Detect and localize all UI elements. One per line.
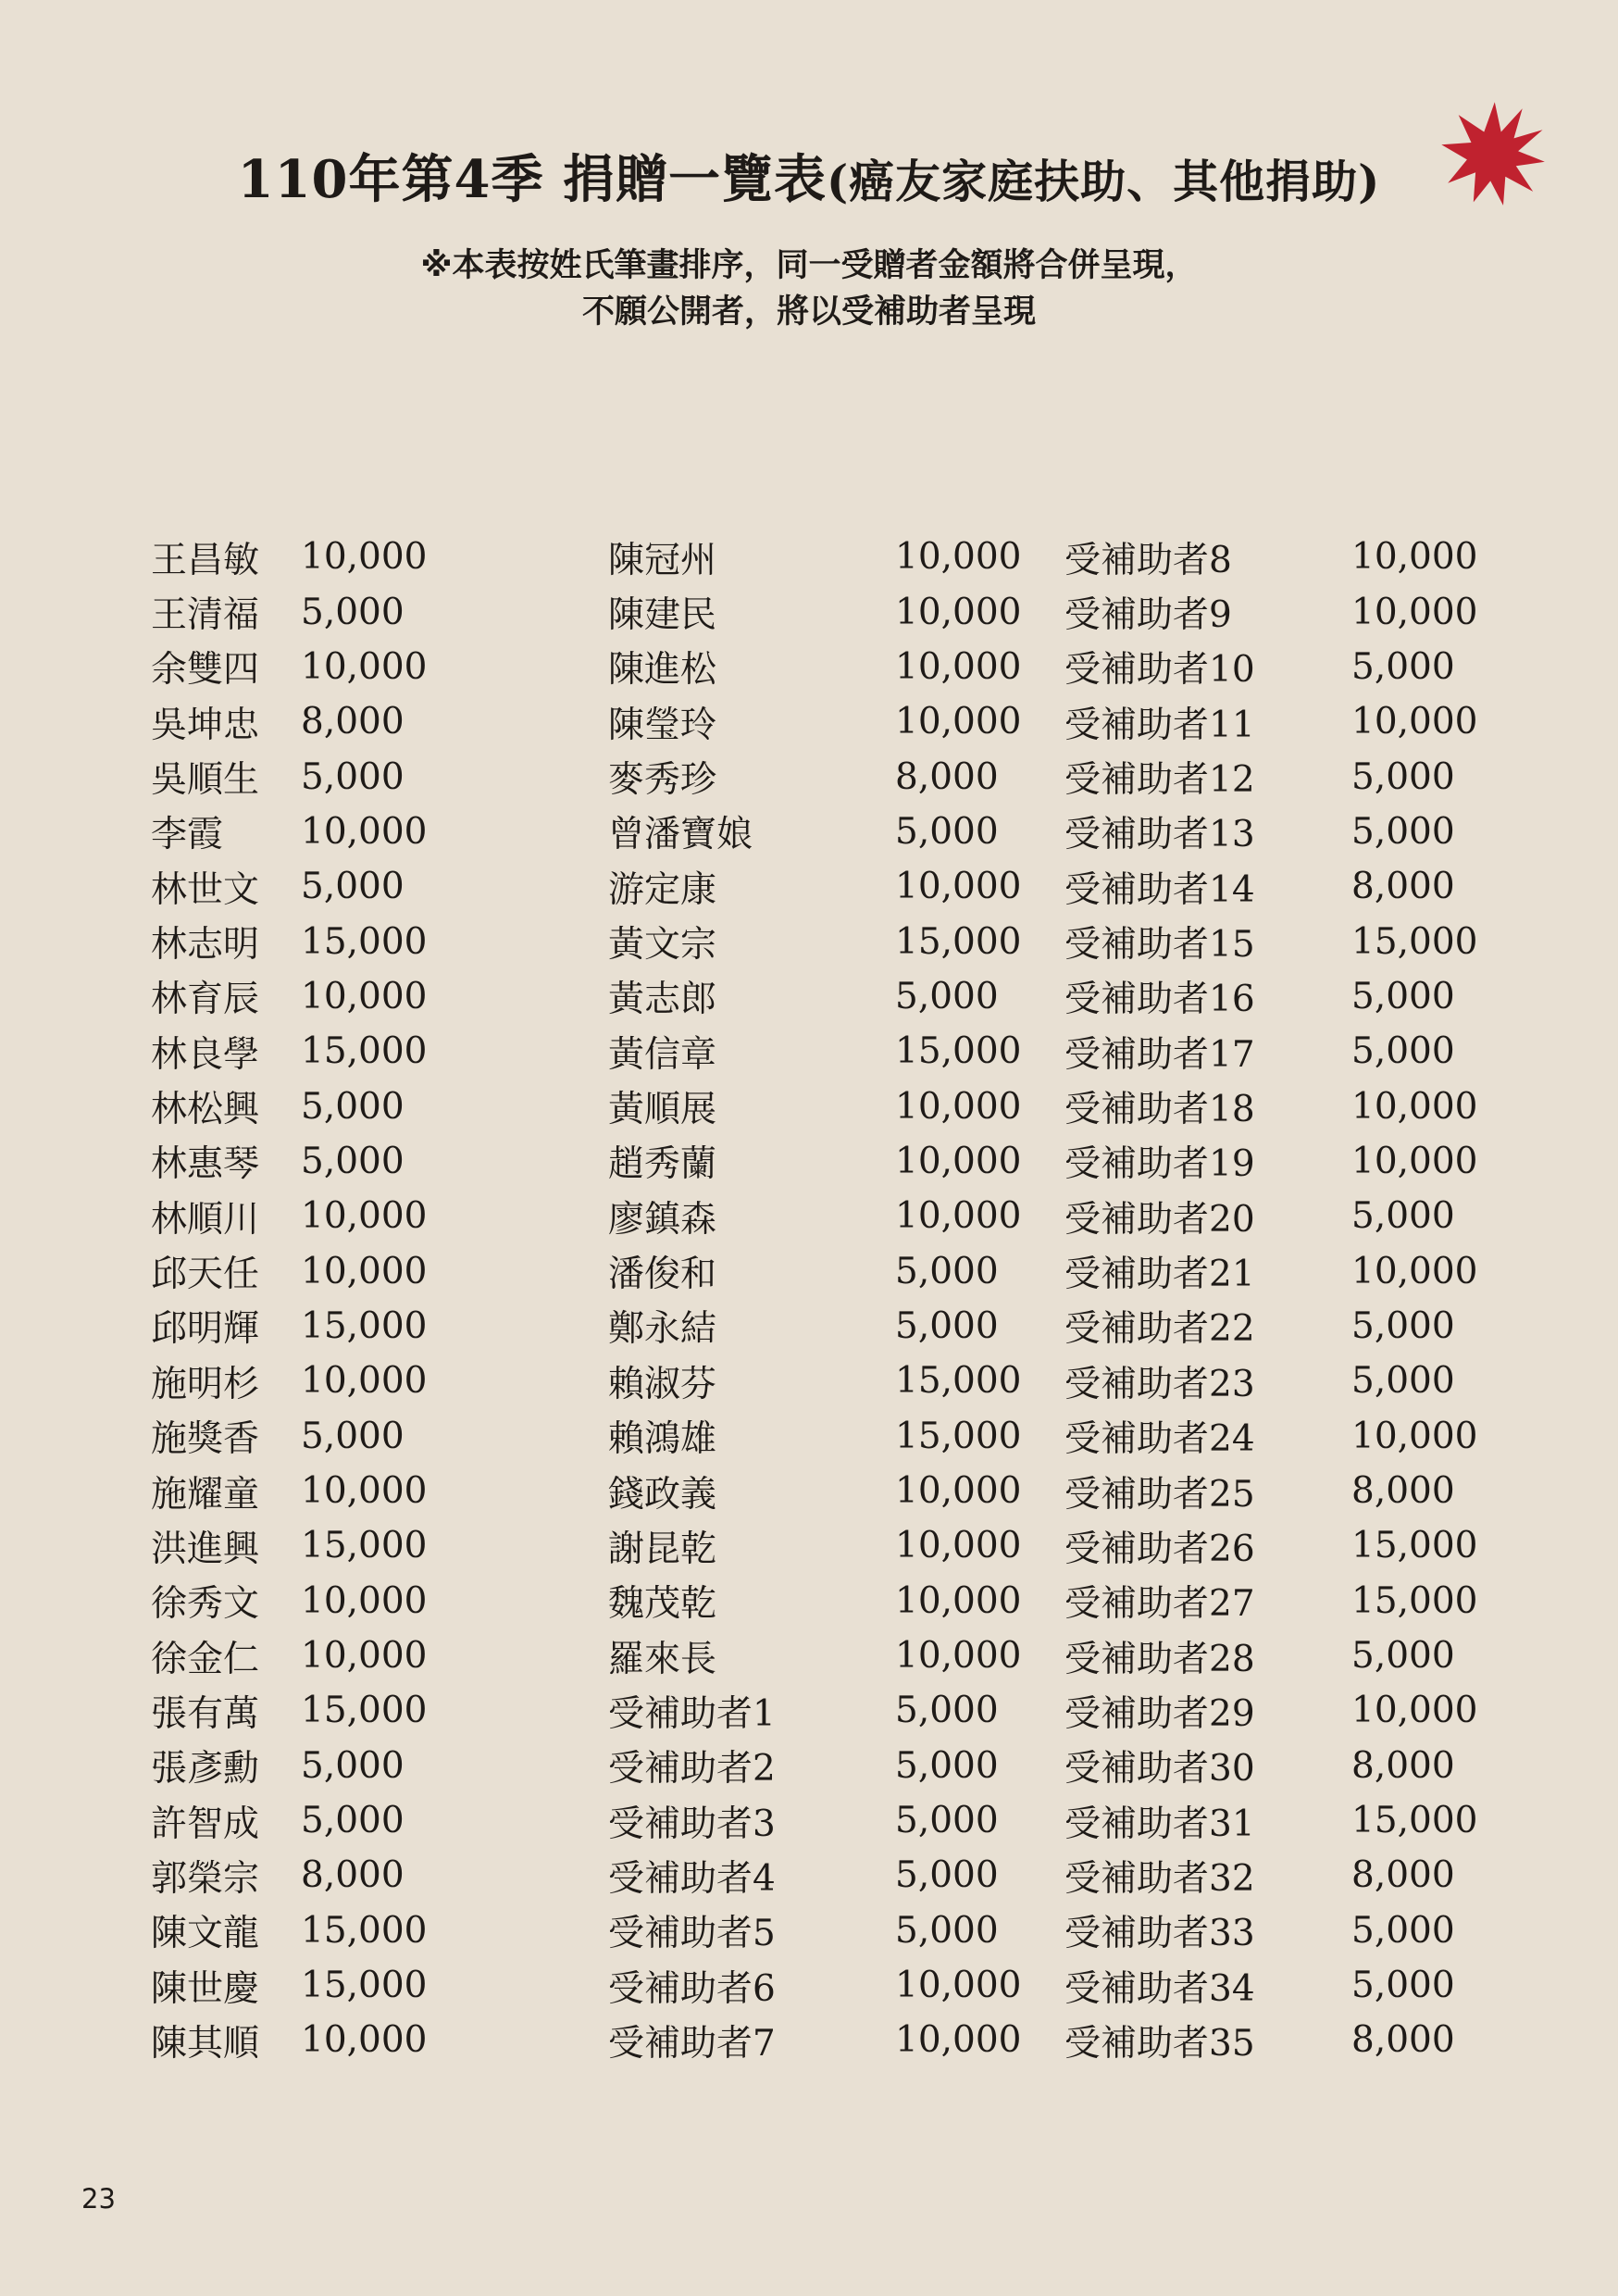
- donation-amount: 5,000: [1351, 755, 1455, 798]
- donation-amount: 15,000: [301, 1525, 428, 1567]
- donor-name: 受補助者3: [608, 1803, 776, 1845]
- donor-name: 邱天任: [151, 1254, 260, 1296]
- donor-row: [608, 1903, 1021, 1958]
- donation-amount: 5,000: [1351, 1030, 1455, 1073]
- donor-row: [608, 1793, 1021, 1848]
- donor-name: 王昌敏: [151, 539, 260, 581]
- donation-amount: 10,000: [301, 1250, 428, 1292]
- donor-name: 受補助者29: [1064, 1692, 1255, 1735]
- donation-amount: 10,000: [1351, 1140, 1478, 1182]
- donor-name: 施耀童: [151, 1473, 260, 1516]
- donor-row: [151, 530, 427, 584]
- donation-amount: 15,000: [895, 1415, 1022, 1457]
- donor-name: 受補助者18: [1064, 1089, 1255, 1131]
- donor-name: 羅來長: [608, 1638, 717, 1680]
- donation-amount: 5,000: [301, 1800, 404, 1842]
- donation-amount: 8,000: [895, 755, 999, 798]
- donation-amount: 10,000: [301, 1579, 428, 1622]
- donor-row: [1064, 1848, 1477, 1903]
- donation-amount: 5,000: [301, 1415, 404, 1457]
- donation-amount: 5,000: [895, 1744, 999, 1787]
- donation-amount: 10,000: [895, 536, 1022, 579]
- donor-name: 受補助者20: [1064, 1198, 1255, 1241]
- donor-row: [151, 640, 427, 694]
- donor-row: [151, 1958, 427, 2013]
- donor-row: [1064, 1024, 1477, 1079]
- donor-name: 賴鴻雄: [608, 1418, 717, 1461]
- donation-amount: 10,000: [895, 1085, 1022, 1128]
- title-subtitle: (癌友家庭扶助、其他捐助): [826, 155, 1381, 208]
- donation-amount: 15,000: [301, 1030, 428, 1073]
- donor-name: 受補助者14: [1064, 868, 1255, 911]
- donor-name: 賴淑芬: [608, 1363, 717, 1405]
- donor-name: 林順川: [151, 1198, 260, 1241]
- donor-name: 陳世慶: [151, 1967, 260, 2010]
- donor-name: 受補助者13: [1064, 814, 1255, 856]
- donation-amount: 5,000: [301, 591, 404, 633]
- donor-row: [151, 859, 427, 914]
- donor-row: [608, 1024, 1021, 1079]
- donor-row: [1064, 1958, 1477, 2013]
- donation-amount: 15,000: [1351, 1525, 1478, 1567]
- donor-name: 受補助者6: [608, 1967, 776, 2010]
- donor-row: [1064, 1793, 1477, 1848]
- donor-column-2: [608, 530, 1021, 2068]
- star-shape: [1441, 102, 1545, 206]
- donor-row: [1064, 1739, 1477, 1793]
- donation-amount: 15,000: [1351, 1579, 1478, 1622]
- red-star-icon: [1439, 100, 1546, 206]
- donor-row: [608, 1848, 1021, 1903]
- donor-name: 受補助者21: [1064, 1254, 1255, 1296]
- donor-name: 受補助者17: [1064, 1033, 1255, 1076]
- donor-row: [151, 1683, 427, 1738]
- donor-name: 施獎香: [151, 1418, 260, 1461]
- donor-name: 鄭永結: [608, 1308, 717, 1351]
- donation-amount: 10,000: [1351, 1085, 1478, 1128]
- donation-amount: 10,000: [1351, 591, 1478, 633]
- donor-name: 陳文龍: [151, 1913, 260, 1955]
- donor-row: [151, 1903, 427, 1958]
- donor-row: [1064, 1574, 1477, 1628]
- donor-name: 陳進松: [608, 649, 717, 692]
- donation-amount: 5,000: [1351, 810, 1455, 853]
- donor-row: [1064, 749, 1477, 804]
- donation-amount: 5,000: [1351, 1360, 1455, 1403]
- donor-row: [608, 1409, 1021, 1464]
- donor-name: 受補助者25: [1064, 1473, 1255, 1516]
- donor-name: 黃順展: [608, 1089, 717, 1131]
- note-line-1: ※本表按姓氏筆畫排序，同一受贈者金額將合併呈現，: [420, 247, 1198, 284]
- donation-amount: 10,000: [1351, 701, 1478, 743]
- donor-row: [1064, 1243, 1477, 1298]
- donation-amount: 5,000: [895, 1690, 999, 1732]
- donor-name: 廖鎮森: [608, 1198, 717, 1241]
- donor-name: 受補助者9: [1064, 594, 1232, 637]
- donor-name: 張有萬: [151, 1692, 260, 1735]
- donation-amount: 10,000: [301, 810, 428, 853]
- donation-amount: 8,000: [1351, 1744, 1455, 1787]
- donation-amount: 8,000: [1351, 2019, 1455, 2062]
- donor-name: 洪進興: [151, 1528, 260, 1570]
- donation-amount: 5,000: [895, 1250, 999, 1292]
- donor-name: 受補助者30: [1064, 1748, 1255, 1791]
- donor-name: 受補助者7: [608, 2022, 776, 2065]
- donor-row: [151, 2013, 427, 2067]
- donor-row: [608, 1628, 1021, 1683]
- donor-name: 曾潘寶娘: [608, 814, 753, 856]
- donation-amount: 5,000: [1351, 975, 1455, 1017]
- donor-name: 受補助者8: [1064, 539, 1232, 581]
- donation-amount: 5,000: [301, 1085, 404, 1128]
- donation-amount: 10,000: [895, 1635, 1022, 1678]
- page-number: 23: [81, 2183, 116, 2215]
- donor-row: [151, 1848, 427, 1903]
- donation-amount: 8,000: [1351, 1470, 1455, 1513]
- donation-amount: 15,000: [301, 1690, 428, 1732]
- donation-amount: 5,000: [1351, 1965, 1455, 2007]
- donation-amount: 10,000: [895, 1525, 1022, 1567]
- donor-name: 吳坤忠: [151, 704, 260, 746]
- donation-amount: 8,000: [301, 1854, 404, 1897]
- donor-name: 李霞: [151, 814, 224, 856]
- donation-amount: 10,000: [301, 1195, 428, 1238]
- donor-row: [608, 1243, 1021, 1298]
- donor-row: [608, 1354, 1021, 1408]
- donor-row: [608, 1079, 1021, 1133]
- donor-row: [608, 2013, 1021, 2067]
- donation-amount: 5,000: [301, 755, 404, 798]
- donor-name: 徐金仁: [151, 1638, 260, 1680]
- donation-amount: 5,000: [1351, 645, 1455, 688]
- title-main: 110年第4季 捐贈一覽表: [237, 149, 827, 210]
- donor-row: [1064, 859, 1477, 914]
- donor-name: 黃文宗: [608, 924, 717, 967]
- donation-amount: 15,000: [895, 1030, 1022, 1073]
- donor-name: 林育辰: [151, 979, 260, 1021]
- donor-name: 受補助者34: [1064, 1967, 1255, 2010]
- donor-name: 許智成: [151, 1803, 260, 1845]
- donation-amount: 15,000: [895, 920, 1022, 963]
- donor-name: 林志明: [151, 924, 260, 967]
- donor-row: [608, 1958, 1021, 2013]
- donor-row: [608, 584, 1021, 639]
- donation-amount: 10,000: [1351, 536, 1478, 579]
- donor-row: [151, 1079, 427, 1133]
- donor-name: 受補助者35: [1064, 2022, 1255, 2065]
- sorting-note: [0, 243, 1618, 335]
- donation-amount: 5,000: [1351, 1304, 1455, 1347]
- donor-name: 張彥勳: [151, 1748, 260, 1791]
- donor-name: 郭榮宗: [151, 1857, 260, 1900]
- donor-row: [1064, 1299, 1477, 1354]
- donation-amount: 5,000: [1351, 1909, 1455, 1952]
- donor-name: 受補助者31: [1064, 1803, 1255, 1845]
- donor-row: [1064, 2013, 1477, 2067]
- donor-name: 受補助者10: [1064, 649, 1255, 692]
- donation-amount: 10,000: [895, 1965, 1022, 2007]
- donor-column-3: [1064, 530, 1477, 2068]
- donor-row: [151, 1628, 427, 1683]
- donor-name: 潘俊和: [608, 1254, 717, 1296]
- donation-amount: 10,000: [895, 1579, 1022, 1622]
- donor-row: [1064, 530, 1477, 584]
- donor-name: 受補助者1: [608, 1692, 776, 1735]
- donation-amount: 10,000: [895, 2019, 1022, 2062]
- donation-amount: 15,000: [301, 1909, 428, 1952]
- donor-name: 林良學: [151, 1033, 260, 1076]
- donation-amount: 10,000: [895, 1195, 1022, 1238]
- donor-row: [151, 1189, 427, 1243]
- donor-row: [151, 1024, 427, 1079]
- donor-name: 魏茂乾: [608, 1583, 717, 1626]
- donor-row: [608, 1683, 1021, 1738]
- donor-row: [151, 805, 427, 859]
- donor-row: [608, 1189, 1021, 1243]
- donor-row: [151, 1409, 427, 1464]
- donor-name: 邱明輝: [151, 1308, 260, 1351]
- donor-name: 陳冠州: [608, 539, 717, 581]
- donation-amount: 15,000: [301, 1304, 428, 1347]
- donor-row: [608, 749, 1021, 804]
- donor-row: [151, 1243, 427, 1298]
- donor-row: [1064, 1628, 1477, 1683]
- donor-row: [1064, 694, 1477, 749]
- donor-row: [608, 1299, 1021, 1354]
- donation-amount: 5,000: [895, 1800, 999, 1842]
- donor-row: [151, 1464, 427, 1518]
- donor-name: 陳其順: [151, 2022, 260, 2065]
- donor-name: 林世文: [151, 868, 260, 911]
- donor-row: [608, 859, 1021, 914]
- donor-name: 受補助者26: [1064, 1528, 1255, 1570]
- donor-name: 麥秀珍: [608, 759, 717, 802]
- donation-amount: 10,000: [895, 1470, 1022, 1513]
- donation-amount: 15,000: [301, 1965, 428, 2007]
- donor-row: [608, 969, 1021, 1024]
- donor-row: [151, 1518, 427, 1573]
- donation-amount: 10,000: [301, 1635, 428, 1678]
- donor-name: 黃信章: [608, 1033, 717, 1076]
- donation-amount: 5,000: [895, 1304, 999, 1347]
- donor-name: 施明杉: [151, 1363, 260, 1405]
- donor-name: 林惠琴: [151, 1143, 260, 1186]
- donor-row: [608, 1518, 1021, 1573]
- donor-name: 余雙四: [151, 649, 260, 692]
- donor-row: [1064, 1518, 1477, 1573]
- donor-name: 受補助者5: [608, 1913, 776, 1955]
- donation-amount: 10,000: [895, 591, 1022, 633]
- donation-amount: 5,000: [1351, 1195, 1455, 1238]
- donation-amount: 10,000: [301, 1470, 428, 1513]
- donor-row: [151, 969, 427, 1024]
- donation-amount: 15,000: [301, 920, 428, 963]
- donor-name: 受補助者24: [1064, 1418, 1255, 1461]
- donation-amount: 5,000: [301, 1744, 404, 1787]
- donor-row: [151, 749, 427, 804]
- donor-row: [608, 914, 1021, 968]
- donor-row: [1064, 640, 1477, 694]
- donor-row: [608, 530, 1021, 584]
- donor-name: 林松興: [151, 1089, 260, 1131]
- note-line-2: 不願公開者，將以受補助者呈現: [581, 293, 1036, 331]
- donation-amount: 10,000: [301, 2019, 428, 2062]
- donation-amount: 15,000: [1351, 1800, 1478, 1842]
- donation-amount: 5,000: [895, 1854, 999, 1897]
- donor-name: 受補助者33: [1064, 1913, 1255, 1955]
- donation-amount: 10,000: [1351, 1250, 1478, 1292]
- donation-amount: 10,000: [1351, 1415, 1478, 1457]
- donor-name: 謝昆乾: [608, 1528, 717, 1570]
- donor-row: [1064, 1903, 1477, 1958]
- donor-row: [151, 694, 427, 749]
- donation-amount: 10,000: [301, 975, 428, 1017]
- donation-amount: 10,000: [895, 866, 1022, 908]
- donation-amount: 10,000: [301, 645, 428, 688]
- donor-row: [1064, 914, 1477, 968]
- donor-name: 受補助者28: [1064, 1638, 1255, 1680]
- donor-row: [151, 1793, 427, 1848]
- donor-row: [608, 1134, 1021, 1189]
- donor-name: 受補助者19: [1064, 1143, 1255, 1186]
- donation-amount: 10,000: [895, 1140, 1022, 1182]
- donor-row: [1064, 584, 1477, 639]
- donation-amount: 5,000: [1351, 1635, 1455, 1678]
- donor-name: 受補助者2: [608, 1748, 776, 1791]
- donor-row: [1064, 1409, 1477, 1464]
- donor-row: [1064, 969, 1477, 1024]
- donation-amount: 8,000: [1351, 1854, 1455, 1897]
- donor-name: 王清福: [151, 594, 260, 637]
- donor-name: 受補助者15: [1064, 924, 1255, 967]
- donation-amount: 5,000: [301, 866, 404, 908]
- donor-column-1: [151, 530, 427, 2068]
- donation-amount: 8,000: [301, 701, 404, 743]
- donor-name: 受補助者4: [608, 1857, 776, 1900]
- donation-amount: 10,000: [895, 645, 1022, 688]
- donor-row: [151, 1574, 427, 1628]
- donor-row: [608, 1574, 1021, 1628]
- donor-row: [1064, 1134, 1477, 1189]
- donor-row: [608, 805, 1021, 859]
- donation-amount: 5,000: [895, 975, 999, 1017]
- donor-row: [608, 640, 1021, 694]
- donation-amount: 10,000: [301, 536, 428, 579]
- donor-row: [1064, 1464, 1477, 1518]
- donor-name: 吳順生: [151, 759, 260, 802]
- donor-row: [151, 1299, 427, 1354]
- donation-amount: 10,000: [895, 701, 1022, 743]
- donor-name: 受補助者32: [1064, 1857, 1255, 1900]
- donor-row: [151, 1134, 427, 1189]
- donation-amount: 15,000: [1351, 920, 1478, 963]
- donor-name: 游定康: [608, 868, 717, 911]
- donation-amount: 5,000: [895, 810, 999, 853]
- donor-name: 受補助者27: [1064, 1583, 1255, 1626]
- page-title: [0, 139, 1618, 213]
- donation-amount: 8,000: [1351, 866, 1455, 908]
- donor-name: 受補助者16: [1064, 979, 1255, 1021]
- donor-name: 陳瑩玲: [608, 704, 717, 746]
- donor-row: [151, 584, 427, 639]
- donor-name: 受補助者22: [1064, 1308, 1255, 1351]
- donor-name: 趙秀蘭: [608, 1143, 717, 1186]
- donation-amount: 10,000: [301, 1360, 428, 1403]
- donor-name: 受補助者23: [1064, 1363, 1255, 1405]
- donor-row: [1064, 1683, 1477, 1738]
- donor-row: [151, 1739, 427, 1793]
- donor-row: [151, 1354, 427, 1408]
- donation-amount: 5,000: [301, 1140, 404, 1182]
- donor-name: 錢政義: [608, 1473, 717, 1516]
- donation-amount: 5,000: [895, 1909, 999, 1952]
- donor-name: 陳建民: [608, 594, 717, 637]
- donor-row: [1064, 1079, 1477, 1133]
- donor-row: [1064, 1189, 1477, 1243]
- donor-row: [608, 694, 1021, 749]
- donor-name: 受補助者11: [1064, 704, 1255, 746]
- donation-amount: 10,000: [1351, 1690, 1478, 1732]
- donor-name: 黃志郎: [608, 979, 717, 1021]
- donor-row: [608, 1464, 1021, 1518]
- donor-name: 受補助者12: [1064, 759, 1255, 802]
- donor-name: 徐秀文: [151, 1583, 260, 1626]
- donation-amount: 15,000: [895, 1360, 1022, 1403]
- donor-row: [1064, 1354, 1477, 1408]
- donor-row: [608, 1739, 1021, 1793]
- donor-row: [151, 914, 427, 968]
- donor-row: [1064, 805, 1477, 859]
